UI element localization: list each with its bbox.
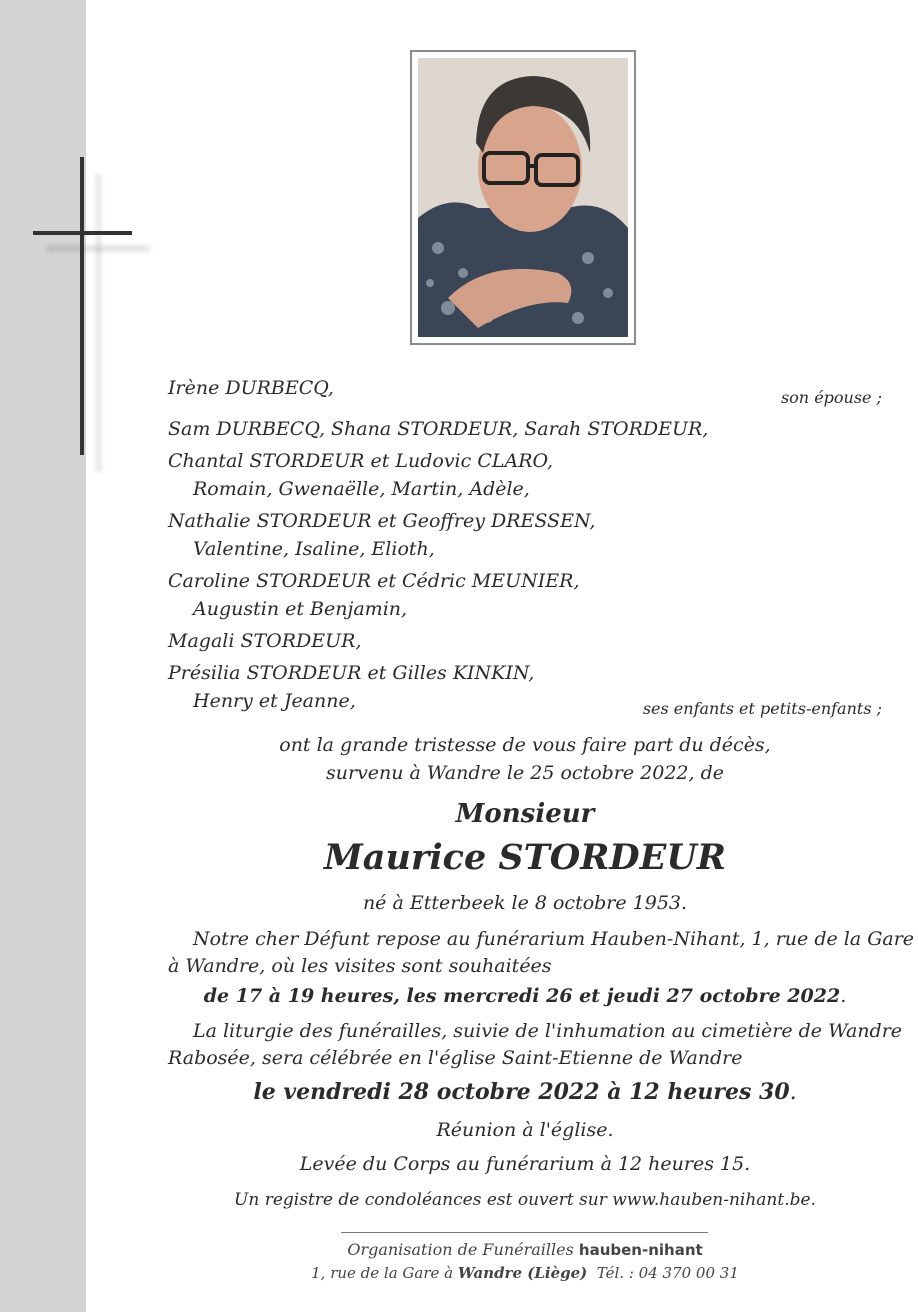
footer-address-text: 1, rue de la Gare à	[311, 1264, 454, 1282]
children-role: ses enfants et petits-enfants ;	[642, 699, 882, 718]
visitation-text: Notre cher Défunt repose au funérarium Hauben-Nihant, 1, rue de la Gare	[193, 928, 915, 950]
spouse-name: Irène DURBECQ,	[168, 377, 334, 399]
deceased-title: Monsieur	[455, 799, 595, 829]
visitation-hours	[168, 983, 882, 1009]
portrait-frame	[410, 50, 636, 345]
spouse-role: son épouse ;	[780, 388, 882, 407]
announcement-line: survenu à Wandre le 25 octobre 2022, de	[326, 762, 724, 784]
portrait-photo	[418, 58, 628, 337]
footer-divider	[341, 1232, 708, 1233]
announcement-line: ont la grande tristesse de vous faire part du décès,	[279, 734, 771, 756]
family-line: Magali STORDEUR,	[168, 630, 362, 652]
family-line: Valentine, Isaline, Elioth,	[193, 538, 435, 560]
family-line: Caroline STORDEUR et Cédric MEUNIER,	[168, 570, 580, 592]
funeral-text: La liturgie des funérailles, suivie de l'inhumation au cimetière de Wandre	[193, 1020, 903, 1042]
footer-org-text: Organisation de Funérailles	[347, 1240, 574, 1259]
visitation-text: à Wandre, où les visites sont souhaitées	[168, 955, 552, 977]
funeral-text: Rabosée, sera célébrée en l'église Saint-Etienne de Wandre	[168, 1047, 743, 1069]
footer-org	[168, 1240, 882, 1259]
family-line: Sam DURBECQ, Shana STORDEUR, Sarah STORDEUR,	[168, 418, 709, 440]
cross-icon-bar	[33, 231, 132, 235]
levee-info: Levée du Corps au funérarium à 12 heures 15.	[299, 1153, 751, 1175]
family-line: Nathalie STORDEUR et Geoffrey DRESSEN,	[168, 510, 596, 532]
birth-info: né à Etterbeek le 8 octobre 1953.	[362, 892, 688, 914]
brand-logo: hauben-nihant	[578, 1241, 703, 1259]
cross-shadow	[95, 174, 102, 472]
family-line: Chantal STORDEUR et Ludovic CLARO,	[168, 450, 554, 472]
footer-city: Wandre (Liège)	[457, 1264, 588, 1282]
side-band	[0, 0, 86, 1312]
family-line: Henry et Jeanne,	[193, 690, 356, 712]
visitation-hours-end: .	[840, 985, 847, 1007]
visitation-hours-text: de 17 à 19 heures, les mercredi 26 et jeudi 27 octobre 2022	[203, 985, 841, 1007]
funeral-date-text: le vendredi 28 octobre 2022 à 12 heures 30	[253, 1079, 790, 1105]
cross-shadow-bar	[46, 245, 150, 252]
footer-phone: Tél. : 04 370 00 31	[596, 1264, 739, 1282]
funeral-date-end: .	[789, 1080, 797, 1105]
meeting-info: Réunion à l'église.	[436, 1119, 614, 1141]
registry-info: Un registre de condoléances est ouvert sur www.hauben-nihant.be.	[234, 1190, 816, 1210]
footer-address	[168, 1264, 882, 1282]
funeral-date	[168, 1077, 882, 1108]
deceased-name: Maurice STORDEUR	[324, 837, 726, 878]
family-line: Romain, Gwenaëlle, Martin, Adèle,	[193, 478, 530, 500]
cross-icon	[80, 157, 84, 455]
family-line: Augustin et Benjamin,	[193, 598, 408, 620]
family-line: Présilia STORDEUR et Gilles KINKIN,	[168, 662, 535, 684]
